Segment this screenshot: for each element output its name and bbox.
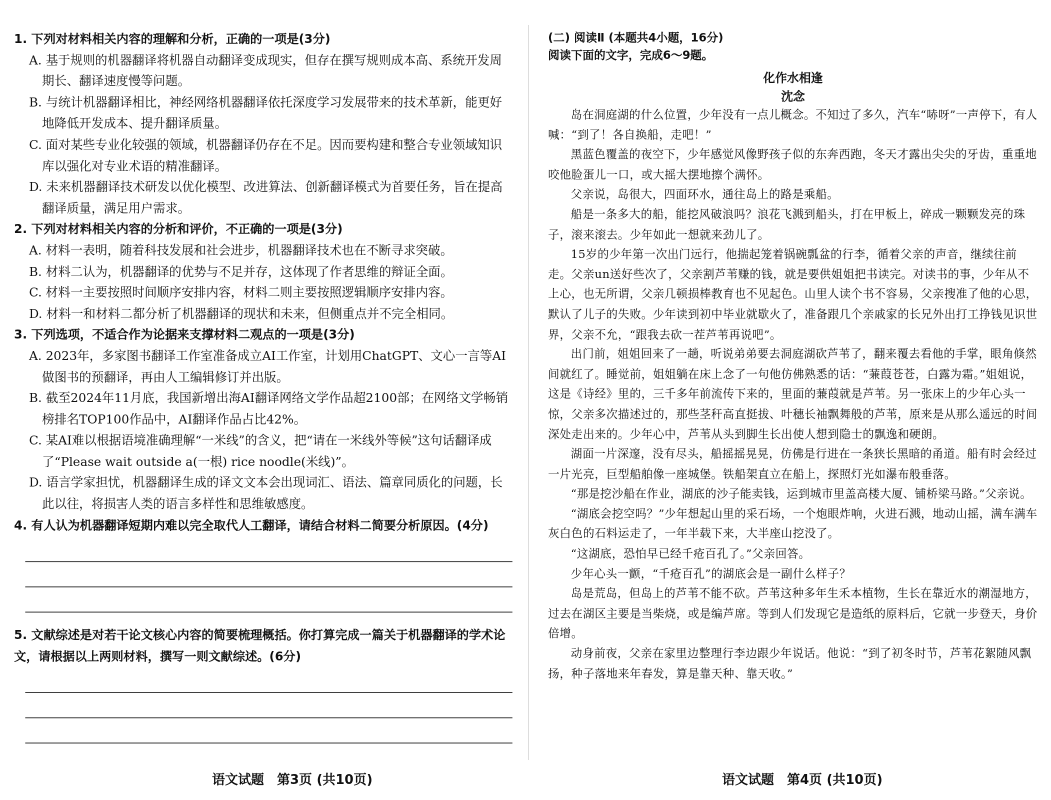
paragraph: 黑蓝色覆盖的夜空下，少年感觉风像野孩子似的东奔西跑，冬天才露出尖尖的牙齿，重重地咬他脸蛋儿一口，或大摇大摆地擦个满怀。 [548, 148, 1037, 182]
q2-option-a: A. 材料一表明，随着科技发展和社会进步，机器翻译技术也在不断寻求突破。 [28, 244, 453, 259]
q5-answer-line-2[interactable] [25, 693, 512, 718]
q5-answer-line-1[interactable] [25, 668, 512, 693]
section-heading: (二) 阅读Ⅱ (本题共4小题，16分) [548, 31, 724, 46]
q1-stem: 1. 下列对材料相关内容的理解和分析，正确的一项是(3分) [14, 32, 331, 47]
left-page-footer: 语文试题 第3页 (共10页) [212, 773, 373, 788]
q4-stem: 4. 有人认为机器翻译短期内难以完全取代人工翻译，请结合材料二简要分析原因。(4分) [14, 518, 489, 533]
q1-option-a: A. 基于规则的机器翻译将机器自动翻译变成现实，但存在撰写规则成本高、系统开发周期长、翻译速度慢等问题。 [28, 53, 502, 90]
paragraph: 动身前夜，父亲在家里边整理行李边跟少年说话。他说：“到了初冬时节，芦苇花絮随风飘扬，种子落地来年春发，算是靠天种、靠天收。” [548, 647, 1032, 681]
q2-option-d: D. 材料一和材料二都分析了机器翻译的现状和未来，但侧重点并不完全相同。 [28, 307, 454, 322]
right-page [548, 30, 1038, 685]
q1-option-c: C. 面对某些专业化较强的领域，机器翻译仍存在不足。因而要构建和整合专业领域知识库以强化对专业术语的精准翻译。 [28, 138, 503, 174]
article-title: 化作水相逢 [763, 71, 823, 86]
q5-stem: 5. 文献综述是对若干论文核心内容的简要梳理概括。你打算完成一篇关于机器翻译的学术论文，请根据以上两则材料，撰写一则文献综述。(6分) [14, 628, 506, 664]
paragraph: “湖底会挖空吗？”少年想起山里的采石场，一个炮眼炸响，火进石溅，地动山摇，满车满车灰白色的石料运走了，一年半载下来，大半座山挖没了。 [548, 507, 1038, 542]
q2-option-c: C. 材料一主要按照时间顺序安排内容，材料二则主要按照逻辑顺序安排内容。 [28, 286, 453, 301]
paragraph: 船是一条多大的船，能挖风破浪吗？浪花飞溅到船头，打在甲板上，碎成一颗颗发亮的珠子，滚来滚去。少年如此一想就来劲儿了。 [548, 208, 1026, 242]
q3-option-d: D. 语言学家担忧，机器翻译生成的译文文本会出现词汇、语法、篇章同质化的问题，长此以往，将损害人类的语言多样性和思维敏感度。 [28, 476, 503, 512]
q3-stem: 3. 下列选项，不适合作为论据来支撑材料二观点的一项是(3分) [14, 328, 355, 343]
q3-option-c: C. 某AI难以根据语境准确理解“一米线”的含义，把“请在一米线外等候”这句话翻译成了“Please wait outside a(一根) rice noodle(米线)”。 [28, 434, 492, 470]
q5-answer-line-3[interactable] [25, 719, 512, 744]
left-page [14, 30, 512, 744]
paragraph: 岛在洞庭湖的什么位置，少年没有一点儿概念。不知过了多久，汽车“哧呀”一声停下，有人喊：“到了！各自换船，走吧！” [548, 108, 1038, 142]
paragraph: 父亲说，岛很大，四面环水，通往岛上的路是乘船。 [570, 188, 839, 202]
right-page-footer: 语文试题 第4页 (共10页) [722, 773, 883, 788]
q2-option-b: B. 材料二认为，机器翻译的优势与不足并存，这体现了作者思维的辩证全面。 [28, 265, 453, 280]
q3-option-a: A. 2023年，多家图书翻译工作室准备成立AI工作室，计划用ChatGPT、文心一言等AI做图书的预翻译，再由人工编辑修订并出版。 [28, 349, 507, 385]
paragraph: 湖面一片深邃，没有尽头，船摇摇晃晃，仿佛是行进在一条狭长黑暗的甬道。船有时会经过一片光亮，巨型船舶像一座城堡。铁船架直立在船上，探照灯光如瀑布般垂落。 [548, 447, 1037, 482]
q4-answer-line-1[interactable] [25, 537, 512, 562]
q1-option-b: B. 与统计机器翻译相比，神经网络机器翻译依托深度学习发展带来的技术革新，能更好地降低开发成本、提升翻译质量。 [28, 96, 503, 132]
article-author: 沈念 [781, 90, 805, 105]
page-divider [528, 25, 529, 760]
q4-answer-line-3[interactable] [25, 588, 512, 613]
reading-instruction: 阅读下面的文字，完成6～9题。 [548, 49, 714, 63]
paragraph: 15岁的少年第一次出门远行，他揣起笼着锅碗瓢盆的行李，循着父亲的声音，继续往前走。父亲un送好些次了，父亲割芦苇赚的钱，就是要供姐姐把书读完。对读书的事，少年从不上心，也无所谓，父亲几顿损棒教育也不见起色。山里人读个书不容易，父亲搜准了他的心思，默认了儿子的失败。少年读到初中毕业就歇火了，准备跟几个亲戚家的长兄外出打工挣钱见识世界，父亲不允，“跟我去砍一茬芦苇再说吧”。 [548, 248, 1038, 342]
paragraph: 少年心头一颤，“千疮百孔”的湖底会是一副什么样子？ [570, 567, 851, 581]
paragraph: “这湖底，恐怕早已经千疮百孔了。”父亲回答。 [570, 547, 811, 561]
paragraph: 岛是荒岛，但岛上的芦苇不能不砍。芦苇这种多年生禾本植物，生长在靠近水的潮湿地方，过去在湖区主要是当柴烧，或是编芦席。等到人们发现它是造纸的原料后，它就一步登天，身价倍增。 [548, 587, 1038, 641]
q4-answer-line-2[interactable] [25, 562, 512, 587]
q2-stem: 2. 下列对材料相关内容的分析和评价，不正确的一项是(3分) [14, 222, 343, 237]
q3-option-b: B. 截至2024年11月底，我国新增出海AI翻译网络文学作品超2100部；在网络文学畅销榜排名TOP100作品中，AI翻译作品占比42%。 [28, 391, 509, 428]
q1-option-d: D. 未来机器翻译技术研发以优化模型、改进算法、创新翻译模式为首要任务，旨在提高翻译质量，满足用户需求。 [28, 180, 503, 216]
paragraph: “那是挖沙船在作业，湖底的沙子能卖钱，运到城市里盖高楼大厦、铺桥梁马路。”父亲说。 [570, 487, 1032, 502]
paragraph: 出门前，姐姐回来了一趟，听说弟弟要去洞庭湖砍芦苇了，翻来覆去看他的手掌，眼角倏然间就红了。睡觉前，姐姐躺在床上念了一句他仿佛熟悉的话：“蒹葭苍苍，白露为霜。”姐姐说，这是《诗经》里的，三千多年前流传下来的，里面的蒹葭就是芦苇。另一张床上的少年心头一惊，父亲多次描述过的，那些茎秆高直挺拔、叶穗长袖飘舞般的芦苇，原来是从那么遥远的时间深处走出来的。少年心中，芦苇从头到脚生长出使人想到隐士的飘逸和硬朗。 [548, 348, 1038, 442]
